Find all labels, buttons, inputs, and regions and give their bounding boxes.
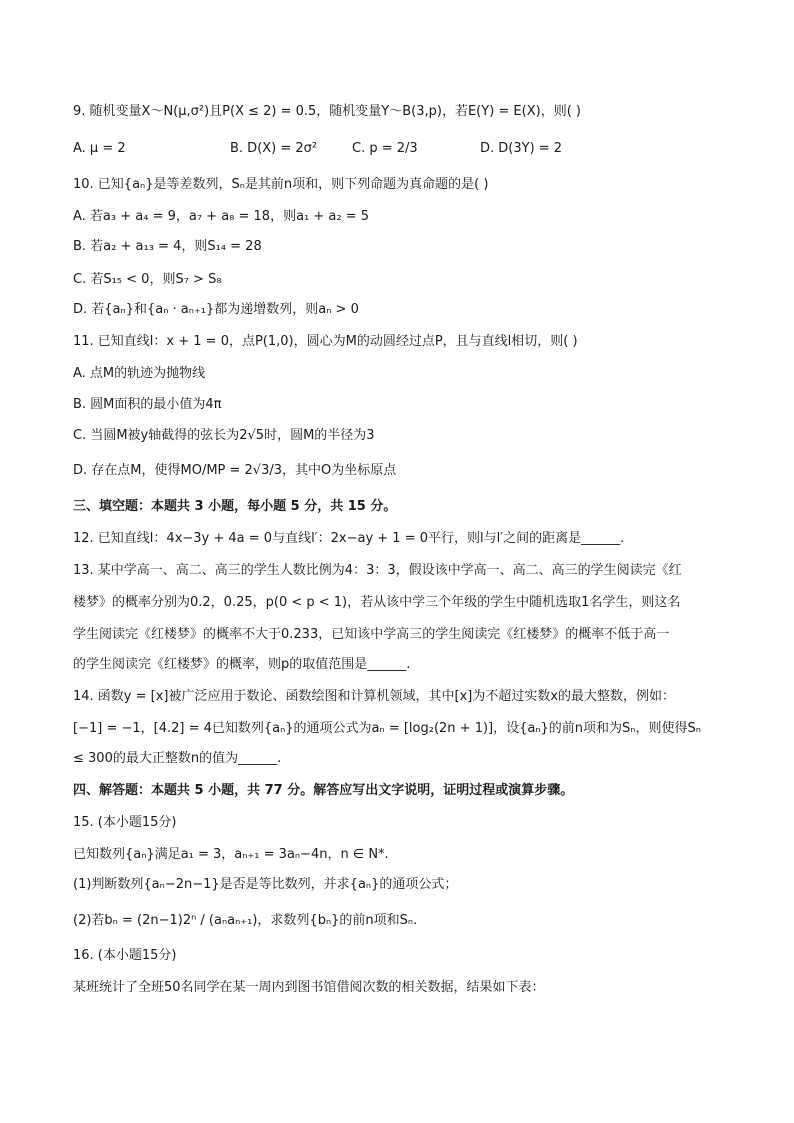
q11-option-a: A. 点M的轨迹为抛物线 xyxy=(73,366,206,381)
q9-option-c: C. p = 2/3 xyxy=(352,141,418,156)
q13-line-3: 学生阅读完《红楼梦》的概率不大于0.233，已知该中学高三的学生阅读完《红楼梦》的概率不低于高一 xyxy=(73,627,670,642)
q9-option-d: D. D(3Y) = 2 xyxy=(480,141,563,156)
q9-stem: 9. 随机变量X～N(μ,σ²)且P(X ≤ 2) = 0.5，随机变量Y～B(3,p)，若E(Y) = E(X)，则( ) xyxy=(73,104,581,119)
q11-option-c: C. 当圆M被y轴截得的弦长为2√5时，圆M的半径为3 xyxy=(73,428,375,443)
q9-option-a: A. μ = 2 xyxy=(73,141,126,156)
q12: 12. 已知直线l：4x−3y + 4a = 0与直线l′：2x−ay + 1 = 0平行，则l与l′之间的距离是______. xyxy=(73,531,625,546)
q10-option-c: C. 若S₁₅ < 0，则S₇ > S₈ xyxy=(73,272,222,287)
q11-option-d: D. 存在点M，使得MO/MP = 2√3/3，其中O为坐标原点 xyxy=(73,463,397,478)
q10-option-a: A. 若a₃ + a₄ = 9，a₇ + a₈ = 18，则a₁ + a₂ = 5 xyxy=(73,209,370,224)
q14-line-3: ≤ 300的最大正整数n的值为______. xyxy=(73,751,282,766)
q16-header: 16. (本小题15分) xyxy=(73,948,177,963)
q9-option-b: B. D(X) = 2σ² xyxy=(230,141,318,156)
q15-given: 已知数列{aₙ}满足a₁ = 3，aₙ₊₁ = 3aₙ−4n，n ∈ N*. xyxy=(73,847,389,862)
q13-line-4: 的学生阅读完《红楼梦》的概率，则p的取值范围是______. xyxy=(73,657,411,672)
q10-stem: 10. 已知{aₙ}是等差数列，Sₙ是其前n项和，则下列命题为真命题的是( ) xyxy=(73,177,489,192)
q15-header: 15. (本小题15分) xyxy=(73,815,177,830)
q15-part-2: (2)若bₙ = (2n−1)2ⁿ / (aₙaₙ₊₁)，求数列{bₙ}的前n项和Sₙ. xyxy=(73,913,418,928)
q10-option-d: D. 若{aₙ}和{aₙ · aₙ₊₁}都为递增数列，则aₙ > 0 xyxy=(73,302,359,317)
q13-line-2: 楼梦》的概率分别为0.2，0.25，p(0 < p < 1)，若从该中学三个年级的学生中随机选取1名学生，则这名 xyxy=(73,595,681,610)
q10-option-b: B. 若a₂ + a₁₃ = 4，则S₁₄ = 28 xyxy=(73,239,262,254)
q15-part-1: (1)判断数列{aₙ−2n−1}是否是等比数列，并求{aₙ}的通项公式； xyxy=(73,877,458,892)
q11-option-b: B. 圆M面积的最小值为4π xyxy=(73,397,222,412)
q16-text: 某班统计了全班50名同学在某一周内到图书馆借阅次数的相关数据，结果如下表： xyxy=(73,980,545,995)
q13-line-1: 13. 某中学高一、高二、高三的学生人数比例为4：3：3，假设该中学高一、高二、高三的学生阅读完《红 xyxy=(73,563,682,578)
section-4-heading: 四、解答题：本题共 5 小题，共 77 分。解答应写出文字说明，证明过程或演算步骤。 xyxy=(73,783,574,798)
q14-line-1: 14. 函数y = [x]被广泛应用于数论、函数绘图和计算机领域，其中[x]为不超过实数x的最大整数，例如： xyxy=(73,689,676,704)
section-3-heading: 三、填空题：本题共 3 小题，每小题 5 分，共 15 分。 xyxy=(73,499,397,514)
q11-stem: 11. 已知直线l：x + 1 = 0，点P(1,0)，圆心为M的动圆经过点P，且与直线l相切，则( ) xyxy=(73,334,578,349)
q14-line-2: [−1] = −1，[4.2] = 4已知数列{aₙ}的通项公式为aₙ = [log₂(2n + 1)]，设{aₙ}的前n项和为Sₙ，则使得Sₙ xyxy=(73,721,701,736)
